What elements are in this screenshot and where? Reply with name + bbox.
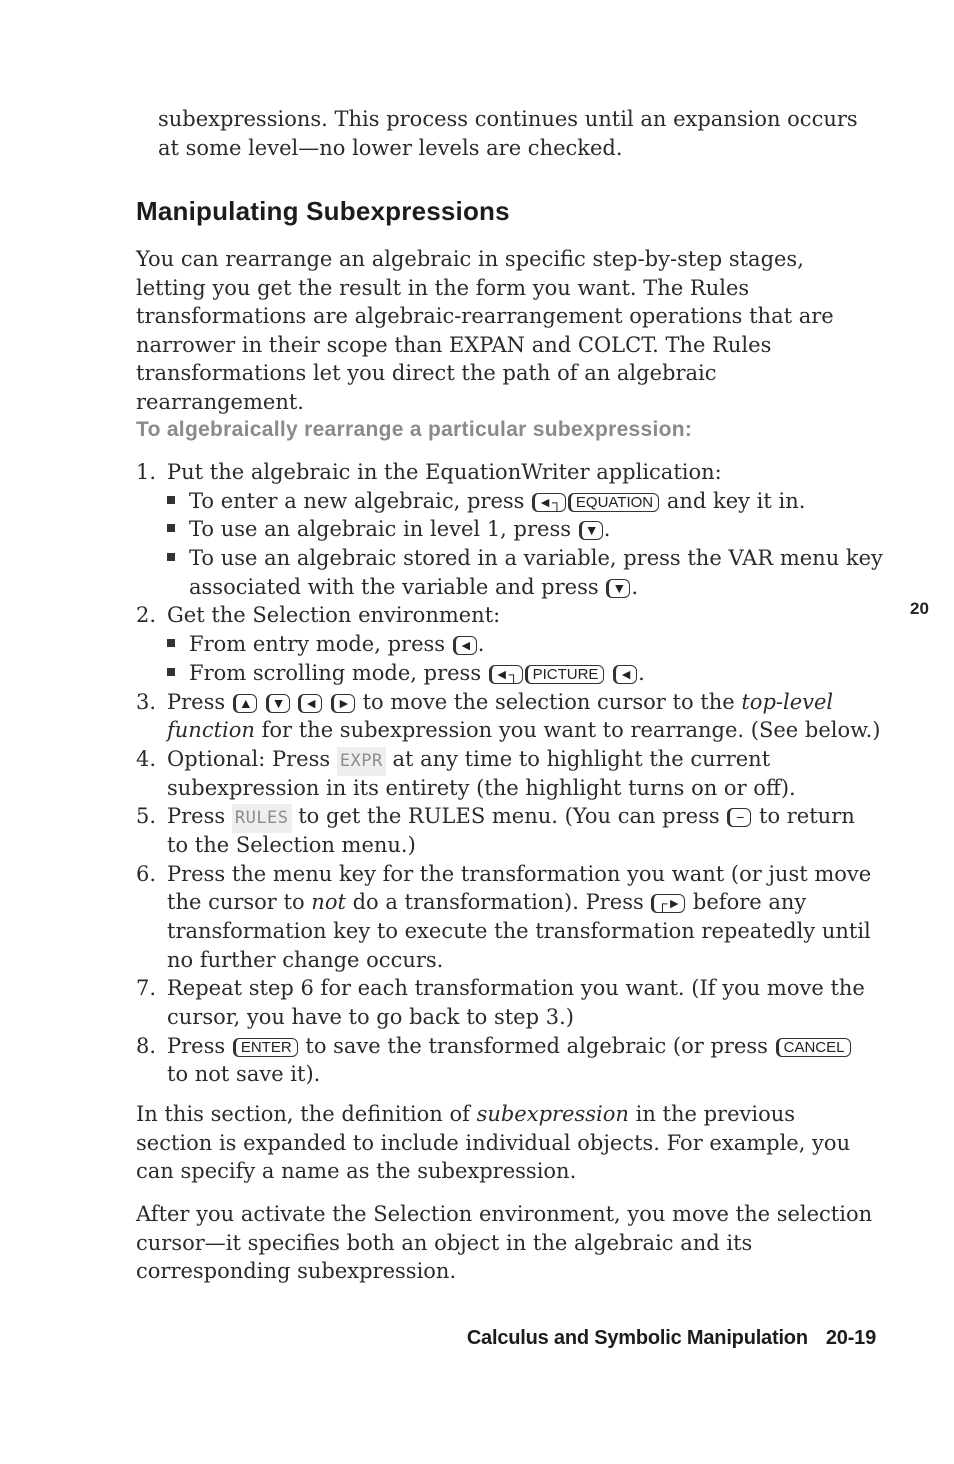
left-arrow-key-icon: ◄ [298,694,322,713]
minus-key-icon: − [727,808,751,827]
step-6-cont2 [136,917,886,946]
paragraph-text: in the previous section is expanded to include individual objects. For example, you can specify a name as the subexpression. [136,1102,851,1183]
up-arrow-key-icon: ▲ [233,694,257,713]
emphasis-text: function [167,718,255,743]
step-text: to not save it). [167,1062,321,1087]
step-text: cursor, you have to go back to step 3.) [167,1005,574,1030]
step-number: 5. [136,804,157,829]
step-1 [136,458,886,487]
section-intro-paragraph: You can rearrange an algebraic in specific step-by-step stages, letting you get the result in the form you want. The Rules transformations are algebraic-rearrangement operations that are narrower in their scope than EXPAN and COLCT. The Rules transformations let you direct the path of an algebraic rearrangement. [136,247,834,414]
step-number: 8. [136,1033,157,1058]
step-8-cont [136,1060,886,1089]
step-text: Put the algebraic in the EquationWriter application: [167,460,722,484]
step-text: To enter a new algebraic, press [189,488,525,513]
section-title: Manipulating Subexpressions [136,196,510,226]
step-7-cont [136,1003,886,1032]
step-text: before any [692,890,807,915]
step-text: to get the RULES menu. (You can press [298,804,720,829]
definition-paragraph [136,1100,876,1186]
footer-title: Calculus and Symbolic Manipulation [466,1327,808,1349]
step-6-cont [136,888,886,917]
step-4 [136,745,886,774]
left-arrow-key-icon: ◄ [453,636,477,655]
step-text: To use an algebraic stored in a variable, press the VAR menu key [189,546,883,571]
page-number: 20-19 [825,1327,876,1349]
procedure-steps [136,458,886,1089]
step-number: 4. [136,746,157,771]
bullet-icon [167,639,175,647]
step-text: Press [167,1033,226,1058]
selection-paragraph: After you activate the Selection environment, you move the selection cursor—it specifies both an object in the algebraic and its corresponding subexpression. [136,1202,873,1283]
step-2b [136,659,886,688]
step-number: 2. [136,603,157,628]
emphasis-text: not [311,890,346,915]
step-2 [136,601,886,630]
emphasis-text: subexpression [476,1102,629,1126]
picture-key: PICTURE [525,665,605,684]
bullet-icon [167,668,175,676]
step-text: transformation key to execute the transformation repeatedly until [167,919,871,943]
step-1b [136,515,886,544]
enter-key: ENTER [233,1038,298,1057]
step-text: to the Selection menu.) [167,832,416,857]
cancel-key: CANCEL [776,1038,851,1057]
step-number: 6. [136,861,157,886]
step-text: Get the Selection environment: [167,603,501,628]
right-shift-key-icon: ┌► [651,894,685,913]
left-arrow-key-icon: ◄ [613,665,637,684]
step-5-cont [136,831,886,860]
emphasis-text: top-level [741,689,834,714]
step-text: subexpression in its entirety (the highlight turns on or off). [167,775,796,800]
step-3-cont [136,716,886,745]
paragraph-text: In this section, the definition of [136,1102,470,1126]
intro-paragraph: subexpressions. This process continues until an expansion occurs at some level—no lower levels are checked. [158,107,858,160]
step-text: From entry mode, press [189,632,446,657]
step-text: Press [167,689,226,714]
page-footer [467,1327,876,1350]
down-arrow-key-icon: ▼ [266,694,290,713]
chapter-tab: 20 [910,599,929,618]
bullet-icon [167,524,175,532]
step-number: 3. [136,689,157,714]
step-number: 7. [136,976,157,1001]
step-text: the cursor to [167,890,305,915]
step-8 [136,1032,886,1061]
expr-softkey: EXPR [337,747,386,776]
step-5 [136,802,886,831]
step-1c-cont [136,573,886,602]
step-1a [136,487,886,516]
step-text: To use an algebraic in level 1, press [189,517,571,542]
down-arrow-key-icon: ▼ [606,579,630,598]
step-text: . [603,517,611,542]
step-text: Press the menu key for the transformation you want (or just move [167,861,872,886]
step-7 [136,974,886,1003]
step-text: at any time to highlight the current [392,746,771,771]
procedure-heading: To algebraically rearrange a particular subexpression: [136,418,693,441]
step-number: 1. [136,460,157,484]
step-text: . [631,574,639,599]
step-3 [136,688,886,717]
step-text: to move the selection cursor to the [362,689,735,714]
step-text: for the subexpression you want to rearrange. (See below.) [261,718,881,743]
bullet-icon [167,496,175,504]
down-arrow-key-icon: ▼ [579,521,603,540]
equation-key: EQUATION [568,493,659,512]
step-text: From scrolling mode, press [189,660,482,685]
step-text: to save the transformed algebraic (or press [305,1033,768,1058]
step-text: . [638,660,645,685]
step-text: do a transformation). Press [352,890,644,915]
bullet-icon [167,553,175,561]
step-text: associated with the variable and press [189,574,599,599]
step-text: . [477,632,485,657]
step-2a [136,630,886,659]
step-text: to return [759,804,855,829]
step-text: Press [167,804,226,829]
step-text: Repeat step 6 for each transformation you want. (If you move the [167,976,865,1001]
step-1c [136,544,886,573]
step-6 [136,860,886,889]
step-4-cont [136,774,886,803]
step-text: Optional: Press [167,746,331,771]
step-6-cont3 [136,946,886,975]
rules-softkey: RULES [232,804,292,833]
left-shift-key-icon: ◄┐ [532,493,566,512]
step-text: and key it in. [666,488,806,513]
right-arrow-key-icon: ► [331,694,355,713]
left-shift-key-icon: ◄┐ [489,665,523,684]
step-text: no further change occurs. [167,947,444,972]
